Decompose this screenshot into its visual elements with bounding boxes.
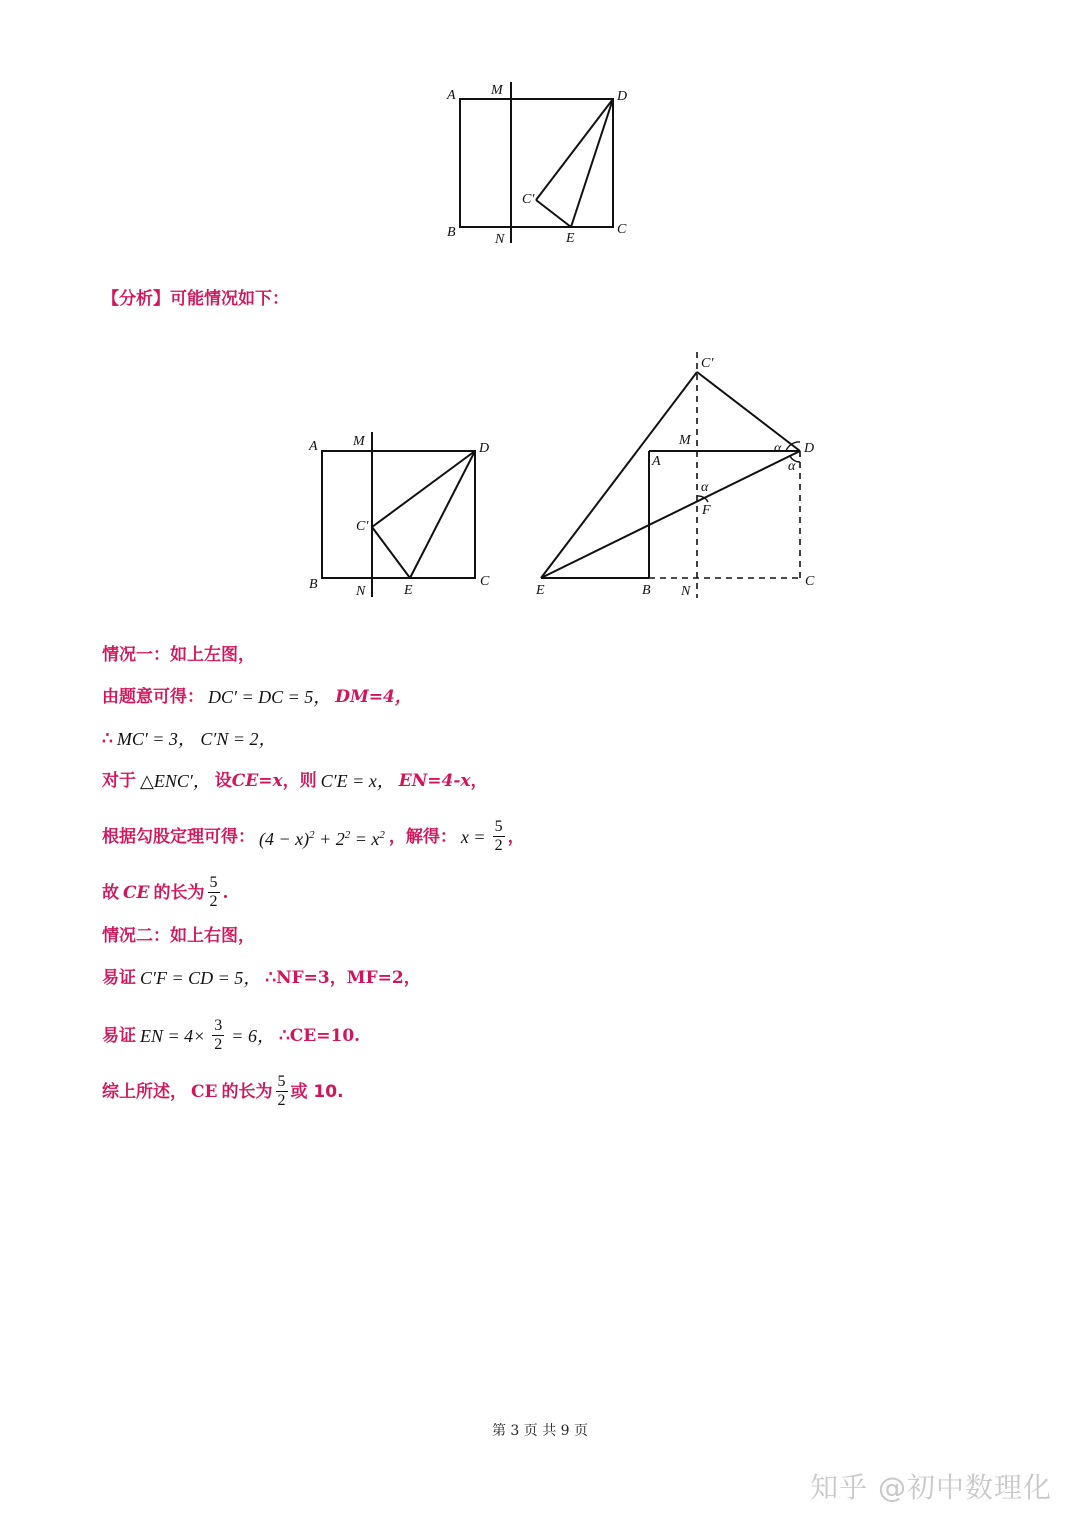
right-label-a: A <box>652 454 661 469</box>
line-given <box>102 687 412 707</box>
top-label-c: C <box>617 222 627 237</box>
line-prove-en <box>102 1017 360 1054</box>
eq-part-a: (4 − x) <box>259 828 310 849</box>
fraction-five-halves <box>493 818 505 855</box>
line-set-x-math: C′E = x， <box>320 771 395 791</box>
fraction-five-halves-final <box>276 1073 288 1110</box>
right-label-alpha-f: α <box>701 480 709 495</box>
line-prove-en-math2: = 6， <box>231 1025 275 1046</box>
line-set-x-ce: CE=x <box>231 771 283 791</box>
line-conclusion-prefix: 综上所述， <box>102 1081 187 1102</box>
left-label-d: D <box>479 441 490 456</box>
line-set-x-triangle: △ENC′， <box>140 771 211 791</box>
eq-part-b: + 2 <box>314 828 345 849</box>
line-prove-cf-result: ∴NF=3，MF=2， <box>265 968 421 988</box>
line-prove-en-result: ∴CE=10. <box>278 1025 361 1046</box>
page-footer: 第 3 页 共 9 页 <box>491 1423 589 1439</box>
line-therefore <box>102 729 281 749</box>
line-pythagoras-equation <box>259 825 385 849</box>
line-prove-cf-prefix: 易证 <box>102 968 136 988</box>
watermark: 知乎 @初中数理化 <box>810 1471 1052 1504</box>
eq-sup-2: 2 <box>344 828 351 841</box>
line-pythagoras <box>102 818 525 855</box>
right-label-c: C <box>805 574 815 589</box>
case1-title <box>102 645 255 665</box>
right-label-c-prime: C′ <box>701 356 714 371</box>
right-label-alpha-top: α <box>774 441 782 456</box>
line-prove-cf <box>102 968 421 988</box>
fraction-denominator: 2 <box>209 893 218 910</box>
line-set-x-prefix: 对于 <box>102 771 136 791</box>
top-label-a: A <box>447 88 456 103</box>
right-segment-ec-prime <box>541 372 697 578</box>
line-pythagoras-x: x = <box>460 826 486 847</box>
line-conclusion-mid: 的长为 <box>221 1081 273 1102</box>
line-pythagoras-end: ， <box>507 826 525 847</box>
therefore-symbol: ∴ <box>102 729 113 749</box>
line-ce-label: CE <box>123 882 150 903</box>
line-ce-result-1 <box>102 874 228 911</box>
line-pythagoras-solve: ，解得： <box>388 826 457 847</box>
line-therefore-math: MC′ = 3， C′N = 2， <box>116 729 277 749</box>
left-label-m: M <box>353 434 365 449</box>
right-label-e: E <box>536 583 545 598</box>
line-ce-mid: 的长为 <box>153 882 205 903</box>
fraction-numerator: 5 <box>494 818 503 835</box>
right-label-f: F <box>702 503 711 518</box>
left-label-b: B <box>309 577 318 592</box>
case1-title-text: 情况一：如上左图， <box>102 645 255 665</box>
top-label-e: E <box>566 231 575 246</box>
top-label-d: D <box>617 89 628 104</box>
left-label-c: C <box>480 574 490 589</box>
line-conclusion-ce: CE <box>191 1081 218 1102</box>
line-given-dm: DM=4， <box>335 687 412 707</box>
analysis-text: 可能情况如下： <box>170 289 289 309</box>
line-prove-en-prefix: 易证 <box>102 1025 136 1046</box>
line-set-x-en: EN=4-x <box>398 771 471 791</box>
fraction-numerator: 3 <box>214 1017 223 1034</box>
top-label-m: M <box>491 83 503 98</box>
analysis-bracket: 【分析】 <box>102 289 170 309</box>
right-label-d: D <box>804 441 815 456</box>
eq-sup-1: 2 <box>309 828 315 841</box>
fraction-denominator: 2 <box>494 837 503 854</box>
top-label-n: N <box>495 232 505 247</box>
eq-sup-3: 2 <box>379 828 385 841</box>
line-set-x-end: ， <box>470 771 488 791</box>
left-label-n: N <box>356 584 366 599</box>
left-label-a: A <box>309 439 318 454</box>
case2-title-text: 情况二：如上右图， <box>102 926 255 946</box>
fraction-denominator: 2 <box>214 1036 223 1053</box>
line-pythagoras-prefix: 根据勾股定理可得： <box>102 826 255 847</box>
top-label-c-prime: C′ <box>522 192 535 207</box>
line-set-x-set: 设 <box>214 771 232 791</box>
right-label-b: B <box>642 583 651 598</box>
line-conclusion-end: 或 10. <box>290 1081 344 1102</box>
right-label-n: N <box>681 584 691 599</box>
fraction-denominator: 2 <box>277 1092 286 1109</box>
line-conclusion <box>102 1073 344 1110</box>
fraction-three-halves <box>212 1017 224 1054</box>
top-label-b: B <box>447 225 456 240</box>
left-label-e: E <box>404 583 413 598</box>
right-segment-ed <box>541 451 800 578</box>
right-label-m: M <box>679 433 691 448</box>
fraction-five-halves-result <box>208 874 220 911</box>
figure-right <box>0 0 1080 620</box>
fraction-numerator: 5 <box>277 1073 286 1090</box>
line-set-x-then: ，则 <box>282 771 317 791</box>
line-given-prefix: 由题意可得： <box>102 687 204 707</box>
case2-title <box>102 926 255 946</box>
line-given-math: DC′ = DC = 5， <box>208 687 332 707</box>
eq-part-c: = x <box>350 828 380 849</box>
line-ce-prefix: 故 <box>102 882 119 903</box>
line-prove-en-math: EN = 4× <box>140 1025 206 1046</box>
right-label-alpha-bottom: α <box>788 459 796 474</box>
left-label-c-prime: C′ <box>356 519 369 534</box>
line-ce-end: . <box>222 882 229 903</box>
fraction-numerator: 5 <box>209 874 218 891</box>
right-segment-c-prime-d <box>697 372 800 451</box>
line-prove-cf-math: C′F = CD = 5， <box>140 968 262 988</box>
line-set-x <box>102 771 488 791</box>
